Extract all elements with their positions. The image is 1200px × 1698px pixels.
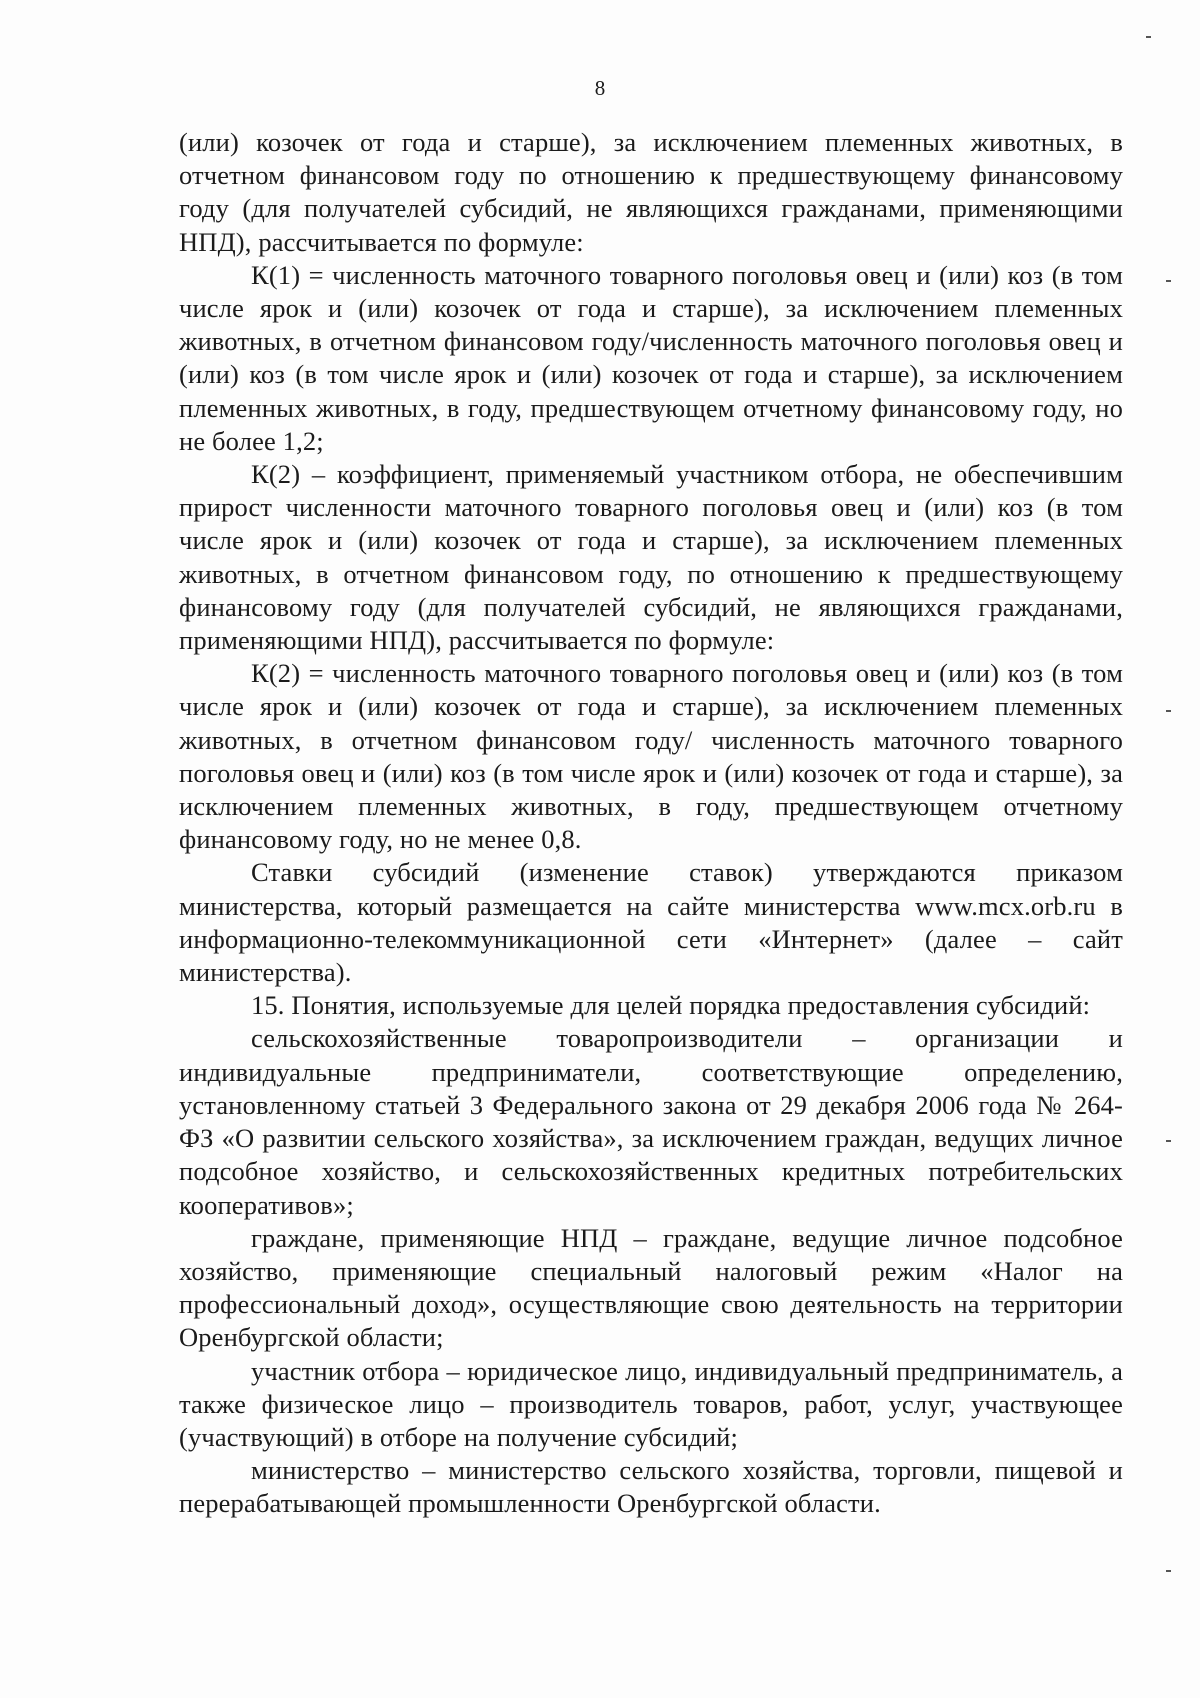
paragraph-definition-producers: сельскохозяйственные товаропроизводители – организации и индивидуальные предприниматели, соответствующие определению, установленному статьей 3 Федерального закона от 29 декабря 2006 года № 264-ФЗ «О развитии сельского хозяйства», за исключением граждан, ведущих личное подсобное хозяйство, и сельскохозяйственных кредитных потребительских кооперативов»; bbox=[179, 1023, 1123, 1220]
scan-mark bbox=[1146, 36, 1151, 38]
scan-mark bbox=[1166, 1140, 1171, 1142]
paragraph-k2-formula: К(2) = численность маточного товарного поголовья овец и (или) коз (в том числе ярок и (или) козочек от года и старше), за исключением племенных животных, в отчетном финансовом году/ численность маточного товарного поголовья овец и (или) коз (в том числе ярок и (или) козочек от года и старше), за исключением племенных животных, в году, предшествующем отчетному финансовому году, но не менее 0,8. bbox=[179, 658, 1123, 855]
paragraph-definition-participant: участник отбора – юридическое лицо, индивидуальный предприниматель, а также физическое лицо – производитель товаров, работ, услуг, участвующее (участвующий) в отборе на получение субсидий; bbox=[179, 1355, 1123, 1452]
document-body bbox=[179, 126, 1123, 1521]
paragraph-k1-formula: К(1) = численность маточного товарного поголовья овец и (или) коз (в том числе ярок и (или) козочек от года и старше), за исключением племенных животных, в отчетном финансовом году/численность маточного поголовья овец и (или) коз (в том числе ярок и (или) козочек от года и старше), за исключением племенных животных, в году, предшествующем отчетному финансовому году, но не более 1,2; bbox=[179, 259, 1123, 456]
scan-mark bbox=[1166, 1570, 1171, 1572]
scan-mark bbox=[1166, 280, 1171, 282]
paragraph-subsidy-rates: Ставки субсидий (изменение ставок) утверждаются приказом министерства, который размещается на сайте министерства www.mcx.orb.ru в информационно-телекоммуникационной сети «Интернет» (далее – сайт министерства). bbox=[179, 857, 1123, 988]
paragraph-definition-citizens: граждане, применяющие НПД – граждане, ведущие личное подсобное хозяйство, применяющие специальный налоговый режим «Налог на профессиональный доход», осуществляющие свою деятельность на территории Оренбургской области; bbox=[179, 1222, 1123, 1353]
paragraph-k2-definition: К(2) – коэффициент, применяемый участником отбора, не обеспечившим прирост численности маточного товарного поголовья овец и (или) коз (в том числе ярок и (или) козочек от года и старше), за исключением племенных животных, в отчетном финансовом году, по отношению к предшествующему финансовому году (для получателей субсидий, не являющихся гражданами, применяющими НПД), рассчитывается по формуле: bbox=[179, 459, 1123, 656]
paragraph-continuation: (или) козочек от года и старше), за исключением племенных животных, в отчетном финансовом году по отношению к предшествующему финансовому году (для получателей субсидий, не являющихся гражданами, применяющими НПД), рассчитывается по формуле: bbox=[179, 127, 1123, 257]
paragraph-definition-ministry: министерство – министерство сельского хозяйства, торговли, пищевой и перерабатывающей промышленности Оренбургской области. bbox=[179, 1455, 1123, 1519]
scan-mark bbox=[1166, 710, 1171, 712]
paragraph-section-15: 15. Понятия, используемые для целей порядка предоставления субсидий: bbox=[251, 990, 1091, 1021]
page-number: 8 bbox=[594, 76, 606, 100]
